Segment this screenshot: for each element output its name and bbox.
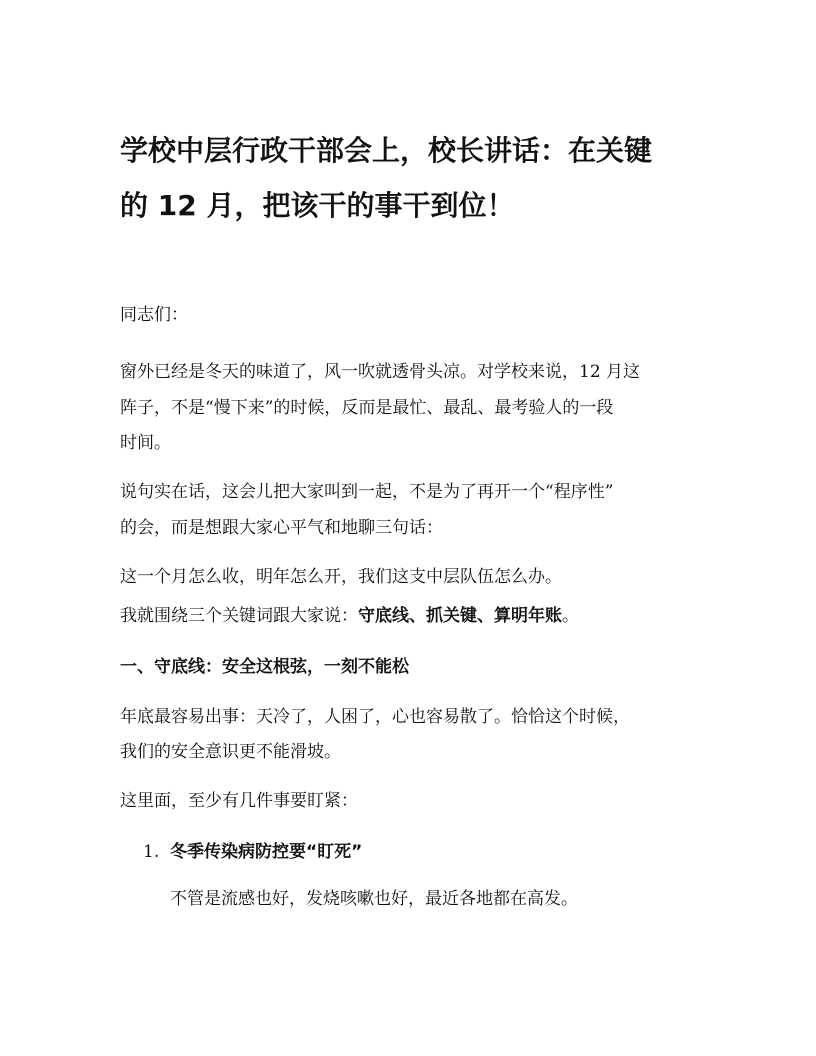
document-title-line-2: 的 12 月，把该干的事干到位！ [120, 189, 515, 222]
greeting: 同志们： [120, 305, 188, 325]
keywords-end: 。 [562, 606, 579, 626]
list-item-number: 1. [143, 842, 160, 862]
document-title-line-1: 学校中层行政干部会上，校长讲话：在关键 [120, 134, 653, 167]
paragraph-line: 年底最容易出事：天冷了，人困了，心也容易散了。恰恰这个时候， [120, 707, 630, 727]
section-heading: 一、守底线：安全这根弦，一刻不能松 [120, 657, 409, 677]
paragraph-line: 我们的安全意识更不能滑坡。 [120, 742, 341, 762]
list-item-title: 冬季传染病防控要“盯死” [170, 842, 363, 862]
paragraph-line: 的会，而是想跟大家心平气和地聊三句话： [120, 518, 443, 538]
keywords: 守底线、抓关键、算明年账 [358, 606, 562, 626]
paragraph-line: 时间。 [120, 433, 171, 453]
list-item-body: 不管是流感也好，发烧咳嗽也好，最近各地都在高发。 [170, 889, 578, 909]
paragraph: 这一个月怎么收，明年怎么开，我们这支中层队伍怎么办。 [120, 567, 562, 587]
paragraph: 这里面，至少有几件事要盯紧： [120, 791, 358, 811]
keywords-lead: 我就围绕三个关键词跟大家说： [120, 606, 358, 626]
paragraph-line: 阵子，不是“慢下来”的时候，反而是最忙、最乱、最考验人的一段 [120, 398, 614, 418]
paragraph-line: 窗外已经是冬天的味道了，风一吹就透骨头凉。对学校来说，12 月这 [120, 362, 641, 382]
paragraph-line: 说句实在话，这会儿把大家叫到一起，不是为了再开一个“程序性” [120, 482, 614, 502]
keywords-paragraph [120, 606, 579, 626]
